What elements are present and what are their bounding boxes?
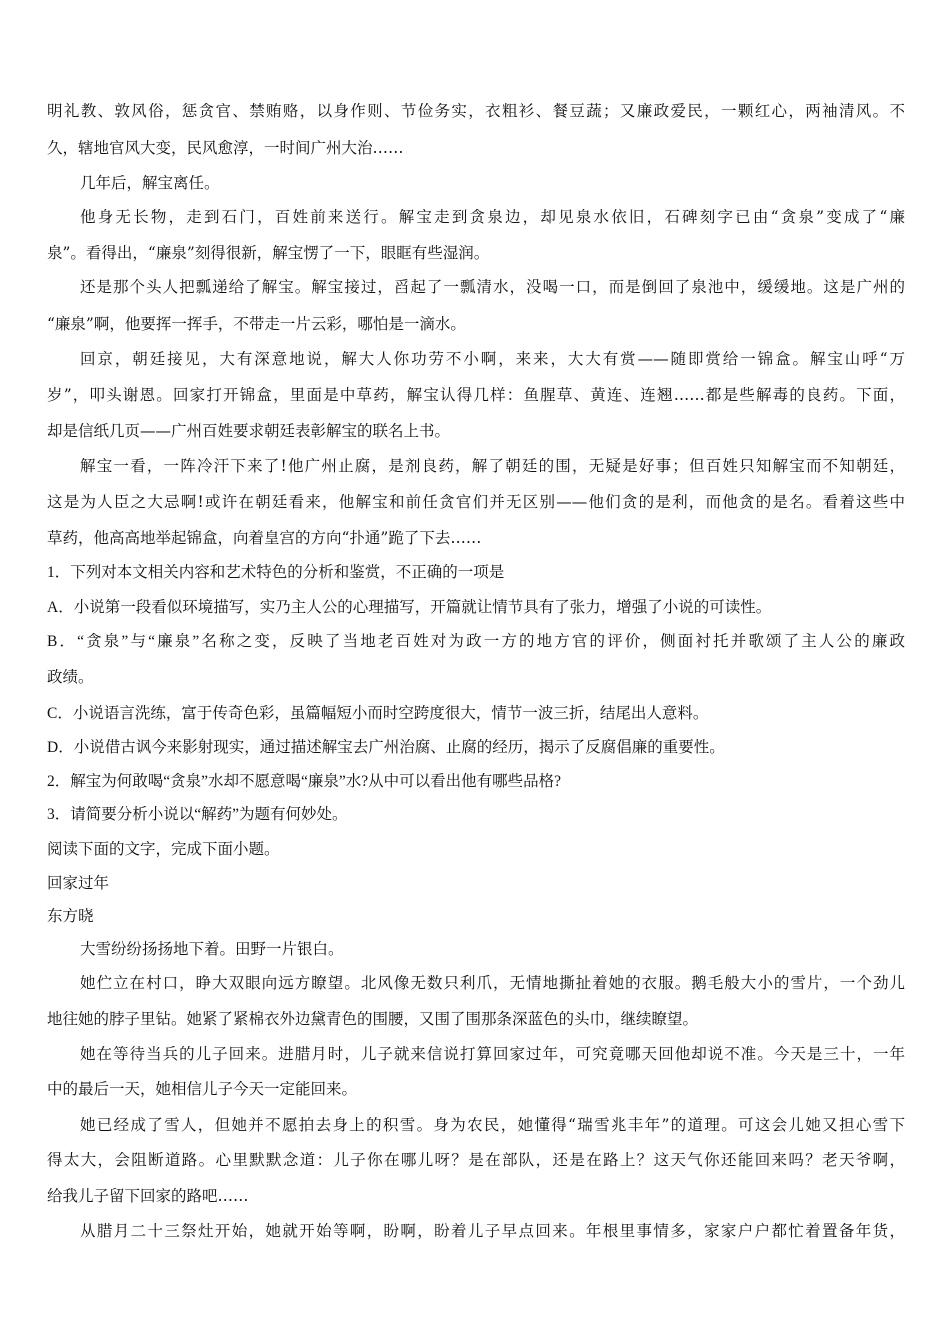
option-b: B．“贪泉”与“廉泉”名称之变，反映了当地老百姓对为政一方的地方官的评价，侧面衬托并歌颂了主人公的廉政 <box>47 633 905 650</box>
paragraph-line: 几年后，解宝离任。 <box>80 174 220 192</box>
reading-instruction: 阅读下面的文字，完成下面小题。 <box>47 841 280 858</box>
paragraph-line: 还是那个头人把瓢递给了解宝。解宝接过，舀起了一瓢清水，没喝一口，而是倒回了泉池中，缓缓地。这是广州的 <box>80 278 905 296</box>
paragraph-line: 岁”，叩头谢恩。回家打开锦盒，里面是中草药，解宝认得几样：鱼腥草、黄连、连翘……都是些解毒的良药。下面， <box>47 386 905 404</box>
paragraph-line: 他身无长物，走到石门，百姓前来送行。解宝走到贪泉边，却见泉水依旧，石碑刻字已由“贪泉”变成了“廉 <box>80 208 905 226</box>
question-3: 3．请简要分析小说以“解药”为题有何妙处。 <box>47 806 348 823</box>
paragraph-line: “廉泉”啊，他要挥一挥手，不带走一片云彩，哪怕是一滴水。 <box>47 315 466 333</box>
paragraph-line: 她在等待当兵的儿子回来。进腊月时，儿子就来信说打算回家过年，可究竟哪天回他却说不准。今天是三十，一年 <box>80 1045 905 1063</box>
paragraph-line: 解宝一看，一阵冷汗下来了!他广州止腐，是剂良药，解了朝廷的围，无疑是好事；但百姓只知解宝而不知朝廷， <box>80 457 905 475</box>
option-a: A．小说第一段看似环境描写，实乃主人公的心理描写，开篇就让情节具有了张力，增强了小说的可读性。 <box>47 599 772 616</box>
paragraph-line: 中的最后一天，她相信儿子今天一定能回来。 <box>47 1080 358 1098</box>
paragraph-line: 久，辖地官风大变，民风愈淳，一时间广州大治…… <box>47 139 404 157</box>
question-1: 1．下列对本文相关内容和艺术特色的分析和鉴赏，不正确的一项是 <box>47 564 505 581</box>
paragraph-line: 她伫立在村口，睁大双眼向远方瞭望。北风像无数只利爪，无情地撕扯着她的衣服。鹅毛般大小的雪片，一个劲儿 <box>80 974 905 992</box>
option-c: C．小说语言洗练，富于传奇色彩，虽篇幅短小而时空跨度很大，情节一波三折，结尾出人意料。 <box>47 705 709 722</box>
option-d: D．小说借古讽今来影射现实，通过描述解宝去广州治腐、止腐的经历，揭示了反腐倡廉的重要性。 <box>47 739 725 756</box>
paragraph-line: 得太大，会阻断道路。心里默默念道：儿子你在哪儿呀？是在部队，还是在路上？这天气你还能回来吗？老天爷啊， <box>47 1151 905 1169</box>
question-2: 2．解宝为何敢喝“贪泉”水却不愿意喝“廉泉”水?从中可以看出他有哪些品格? <box>47 773 562 790</box>
paragraph-line: 回京，朝廷接见，大有深意地说，解大人你功劳不小啊，来来，大大有赏——随即赏给一锦盒。解宝山呼“万 <box>80 350 905 368</box>
paragraph-line: 她已经成了雪人，但她并不愿拍去身上的积雪。身为农民，她懂得“瑞雪兆丰年”的道理。可这会儿她又担心雪下 <box>80 1116 905 1134</box>
paragraph-line: 泉”。看得出，“廉泉”刻得很新，解宝愣了一下，眼眶有些湿润。 <box>47 244 490 262</box>
story-title: 回家过年 <box>47 874 110 892</box>
paragraph-line: 给我儿子留下回家的路吧…… <box>47 1187 249 1205</box>
paragraph-line: 却是信纸几页——广州百姓要求朝廷表彰解宝的联名上书。 <box>47 422 451 440</box>
paragraph-line: 草药，他高高地举起锦盒，向着皇宫的方向“扑通”跪了下去…… <box>47 529 482 547</box>
paragraph-line: 大雪纷纷扬扬地下着。田野一片银白。 <box>80 940 344 958</box>
option-b-continued: 政绩。 <box>47 669 94 686</box>
paragraph-line: 从腊月二十三祭灶开始，她就开始等啊，盼啊，盼着儿子早点回来。年根里事情多，家家户户都忙着置备年货， <box>80 1222 905 1240</box>
paragraph-line: 地往她的脖子里钻。她紧了紧棉衣外边黛青色的围腰，又围了围那条深蓝色的头巾，继续瞭望。 <box>47 1010 699 1028</box>
paragraph-line: 明礼教、敦风俗，惩贪官、禁贿赂，以身作则、节俭务实，衣粗衫、餐豆蔬；又廉政爱民，一颗红心，两袖清风。不 <box>47 102 905 120</box>
paragraph-line: 这是为人臣之大忌啊!或许在朝廷看来，他解宝和前任贪官们并无区别——他们贪的是利，而他贪的是名。看着这些中 <box>47 493 905 511</box>
story-author: 东方晓 <box>47 907 94 925</box>
